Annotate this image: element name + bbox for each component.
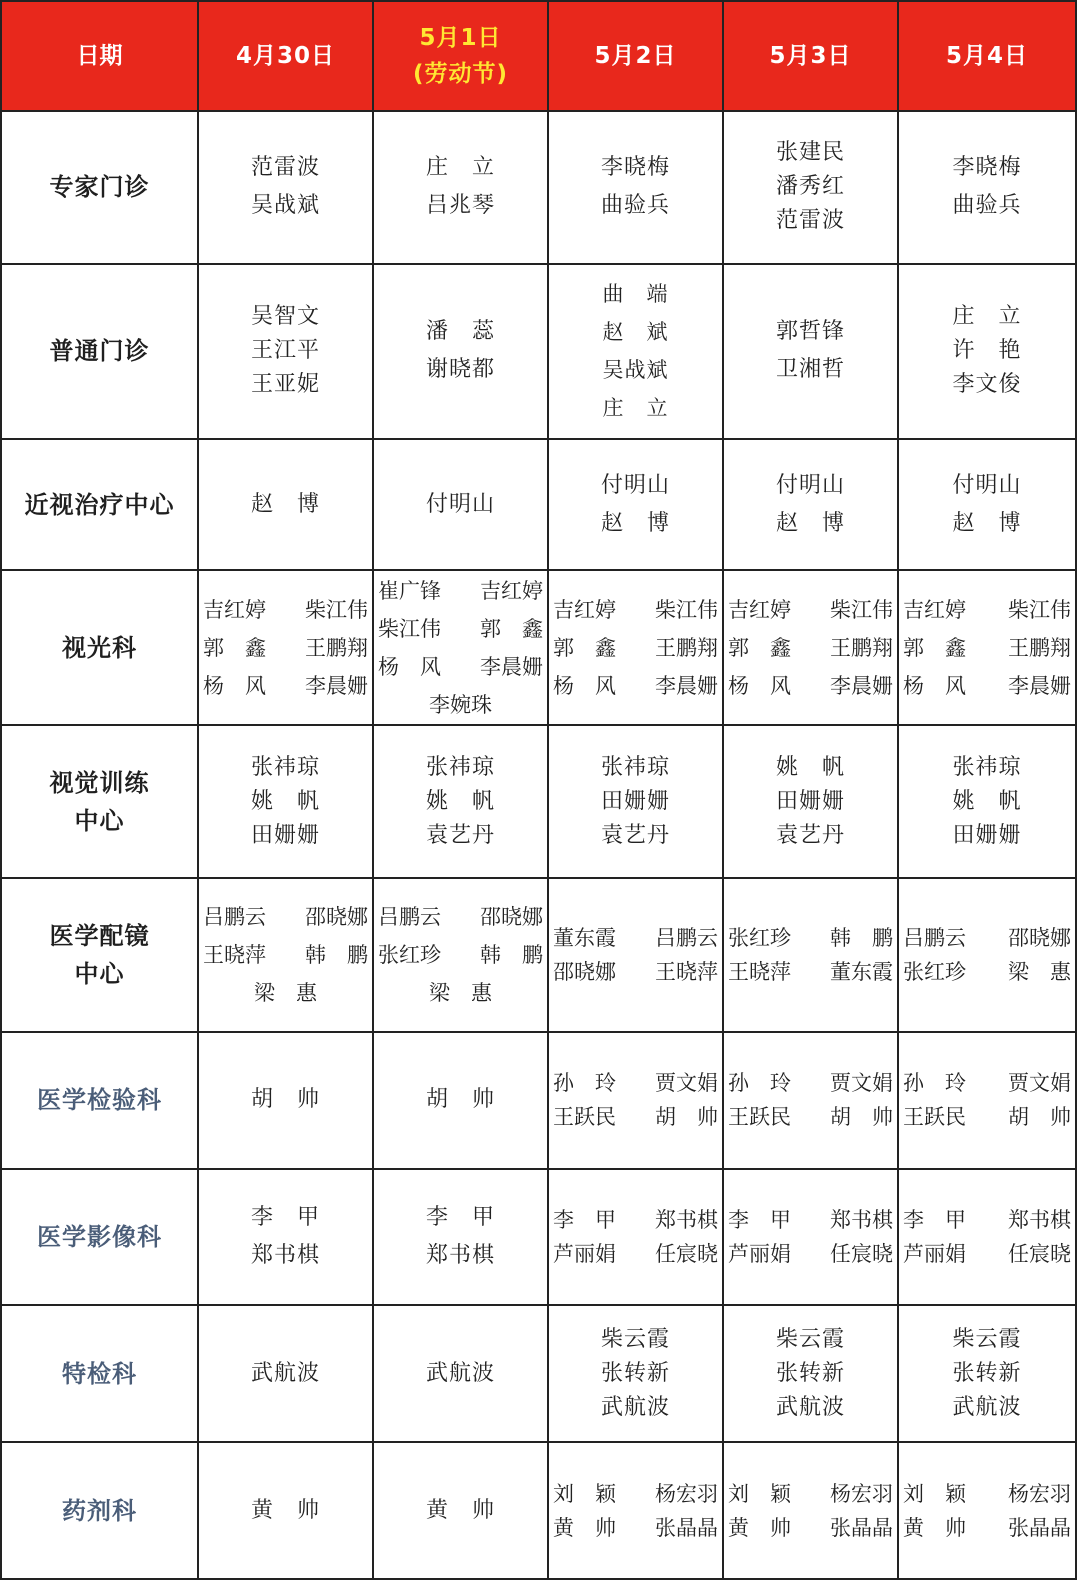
date-column-header: 日期 bbox=[1, 1, 198, 111]
staff-name: 曲验兵 bbox=[952, 193, 1022, 219]
staff-name: 武航波 bbox=[952, 1394, 1022, 1420]
staff-name: 李文俊 bbox=[952, 372, 1022, 398]
staff-name: 李 甲 bbox=[250, 1205, 320, 1231]
staff-name: 杨 风 bbox=[203, 673, 266, 698]
duty-cell bbox=[723, 439, 898, 571]
staff-line bbox=[551, 667, 720, 705]
duty-cell bbox=[898, 725, 1076, 878]
staff-name: 张祎琼 bbox=[600, 754, 670, 780]
staff-line bbox=[376, 686, 545, 724]
day-header-may4 bbox=[898, 1, 1076, 111]
staff-name: 武航波 bbox=[775, 1394, 845, 1420]
staff-line bbox=[201, 667, 370, 705]
staff-name: 韩 鹏 bbox=[830, 926, 893, 951]
staff-name: 韩 鹏 bbox=[305, 943, 368, 968]
staff-name: 庄 立 bbox=[602, 396, 669, 421]
staff-line bbox=[551, 1477, 720, 1511]
staff-name: 柴云霞 bbox=[600, 1326, 670, 1352]
staff-line bbox=[551, 629, 720, 667]
staff-line bbox=[726, 629, 895, 667]
staff-line bbox=[726, 1203, 895, 1237]
duty-cell bbox=[898, 439, 1076, 571]
department-name bbox=[1, 570, 198, 725]
staff-name: 吴战斌 bbox=[250, 193, 320, 219]
staff-name: 孙 玲 bbox=[728, 1071, 791, 1096]
staff-name: 贾文娟 bbox=[830, 1071, 893, 1096]
staff-name: 吉红婷 bbox=[553, 597, 616, 622]
department-name bbox=[1, 264, 198, 439]
staff-line bbox=[901, 955, 1073, 989]
staff-name: 姚 帆 bbox=[775, 754, 845, 780]
duty-cell bbox=[723, 264, 898, 439]
staff-name: 孙 玲 bbox=[553, 1071, 616, 1096]
duty-cell bbox=[198, 1169, 373, 1306]
staff-name: 柴江伟 bbox=[1008, 597, 1071, 622]
staff-name: 杨 风 bbox=[553, 673, 616, 698]
duty-cell bbox=[898, 1305, 1076, 1442]
staff-line bbox=[901, 1237, 1073, 1271]
staff-name: 李晓梅 bbox=[600, 155, 670, 181]
staff-name: 张红珍 bbox=[378, 943, 441, 968]
duty-cell bbox=[898, 1169, 1076, 1306]
staff-line bbox=[726, 1477, 895, 1511]
staff-name: 吉红婷 bbox=[903, 597, 966, 622]
duty-cell bbox=[198, 439, 373, 571]
staff-name: 赵 博 bbox=[952, 510, 1022, 536]
department-label-line: 中心 bbox=[74, 806, 125, 835]
staff-name: 王鹏翔 bbox=[655, 635, 718, 660]
staff-line bbox=[201, 936, 370, 974]
staff-name: 田姗姗 bbox=[775, 788, 845, 814]
department-name bbox=[1, 439, 198, 571]
staff-line bbox=[726, 1511, 895, 1545]
duty-cell bbox=[198, 1442, 373, 1579]
staff-line bbox=[551, 591, 720, 629]
staff-name: 赵 博 bbox=[775, 510, 845, 536]
staff-name: 邵晓娜 bbox=[480, 905, 543, 930]
duty-cell bbox=[723, 111, 898, 264]
staff-name: 庄 立 bbox=[425, 155, 495, 181]
staff-name: 张建民 bbox=[775, 140, 845, 166]
staff-name: 吕鹏云 bbox=[378, 905, 441, 930]
staff-name: 吕鹏云 bbox=[203, 905, 266, 930]
staff-line bbox=[551, 1237, 720, 1271]
duty-cell bbox=[548, 878, 723, 1032]
staff-name: 付明山 bbox=[952, 472, 1022, 498]
staff-name: 任宸晓 bbox=[655, 1242, 718, 1267]
department-name bbox=[1, 1032, 198, 1169]
duty-cell bbox=[548, 1305, 723, 1442]
staff-name: 吕兆琴 bbox=[425, 193, 495, 219]
day-label: 5月1日 bbox=[419, 25, 502, 51]
staff-line bbox=[726, 1100, 895, 1134]
duty-cell bbox=[548, 725, 723, 878]
duty-cell bbox=[373, 264, 548, 439]
staff-name: 许 艳 bbox=[952, 338, 1022, 364]
staff-line bbox=[901, 921, 1073, 955]
staff-line bbox=[901, 1203, 1073, 1237]
staff-line bbox=[551, 955, 720, 989]
duty-cell bbox=[373, 1032, 548, 1169]
staff-name: 李 甲 bbox=[728, 1208, 791, 1233]
staff-name: 吴战斌 bbox=[602, 358, 669, 383]
staff-name: 胡 帅 bbox=[655, 1105, 718, 1130]
department-label-line: 近视治疗中心 bbox=[24, 490, 175, 519]
staff-name: 张红珍 bbox=[728, 926, 791, 951]
duty-cell bbox=[723, 570, 898, 725]
department-label-line: 中心 bbox=[74, 960, 125, 989]
duty-cell bbox=[723, 1305, 898, 1442]
staff-name: 潘秀红 bbox=[775, 174, 845, 200]
staff-name: 吉红婷 bbox=[728, 597, 791, 622]
staff-name: 柴江伟 bbox=[655, 597, 718, 622]
staff-line bbox=[726, 667, 895, 705]
staff-name: 董东霞 bbox=[553, 926, 616, 951]
day-label: 4月30日 bbox=[235, 43, 335, 69]
staff-name: 武航波 bbox=[425, 1360, 495, 1386]
staff-name: 柴江伟 bbox=[378, 616, 441, 641]
duty-cell bbox=[373, 1169, 548, 1306]
staff-name: 梁 惠 bbox=[429, 981, 492, 1006]
day-label: 5月2日 bbox=[594, 43, 677, 69]
duty-cell bbox=[373, 725, 548, 878]
staff-name: 张祎琼 bbox=[952, 754, 1022, 780]
staff-name: 李 甲 bbox=[903, 1208, 966, 1233]
staff-name: 郑书棋 bbox=[830, 1208, 893, 1233]
staff-line bbox=[551, 1100, 720, 1134]
schedule-row-eyewear-center bbox=[1, 878, 1076, 1032]
duty-cell bbox=[723, 878, 898, 1032]
staff-name: 邵晓娜 bbox=[553, 960, 616, 985]
staff-name: 吴智文 bbox=[250, 304, 320, 330]
staff-name: 黄 帅 bbox=[250, 1497, 320, 1523]
duty-cell bbox=[548, 1442, 723, 1579]
staff-name: 黄 帅 bbox=[903, 1515, 966, 1540]
day-header-may1 bbox=[373, 1, 548, 111]
staff-name: 孙 玲 bbox=[903, 1071, 966, 1096]
staff-name: 芦丽娟 bbox=[728, 1242, 791, 1267]
staff-line bbox=[901, 1477, 1073, 1511]
department-label-line: 医学配镜 bbox=[49, 922, 150, 951]
staff-name: 杨 风 bbox=[903, 673, 966, 698]
staff-name: 张晶晶 bbox=[830, 1515, 893, 1540]
duty-cell bbox=[198, 725, 373, 878]
staff-name: 吉红婷 bbox=[480, 578, 543, 603]
staff-name: 韩 鹏 bbox=[480, 943, 543, 968]
staff-name: 曲验兵 bbox=[600, 193, 670, 219]
staff-name: 王跃民 bbox=[903, 1105, 966, 1130]
staff-name: 梁 惠 bbox=[254, 981, 317, 1006]
staff-name: 郭 鑫 bbox=[203, 635, 266, 660]
staff-name: 刘 颖 bbox=[553, 1481, 616, 1506]
duty-cell bbox=[548, 1032, 723, 1169]
staff-name: 邵晓娜 bbox=[305, 905, 368, 930]
department-name bbox=[1, 1305, 198, 1442]
staff-line bbox=[376, 898, 545, 936]
department-label-line: 普通门诊 bbox=[49, 337, 150, 366]
staff-name: 董东霞 bbox=[830, 960, 893, 985]
staff-name: 杨 风 bbox=[728, 673, 791, 698]
schedule-row-general-clinic bbox=[1, 264, 1076, 439]
staff-name: 芦丽娟 bbox=[903, 1242, 966, 1267]
staff-line bbox=[726, 591, 895, 629]
staff-name: 张转新 bbox=[600, 1360, 670, 1386]
staff-name: 赵 博 bbox=[600, 510, 670, 536]
duty-cell bbox=[373, 1305, 548, 1442]
duty-cell bbox=[548, 264, 723, 439]
schedule-header bbox=[1, 1, 1076, 111]
staff-name: 王亚妮 bbox=[250, 372, 320, 398]
schedule-row-pharmacy bbox=[1, 1442, 1076, 1579]
staff-name: 刘 颖 bbox=[728, 1481, 791, 1506]
day-header-apr30 bbox=[198, 1, 373, 111]
staff-name: 郭哲锋 bbox=[775, 319, 845, 345]
staff-line bbox=[376, 648, 545, 686]
staff-name: 柴云霞 bbox=[952, 1326, 1022, 1352]
duty-cell bbox=[373, 570, 548, 725]
schedule-row-special-exam bbox=[1, 1305, 1076, 1442]
staff-name: 付明山 bbox=[775, 472, 845, 498]
staff-name: 张祎琼 bbox=[425, 754, 495, 780]
staff-name: 李晨姗 bbox=[480, 654, 543, 679]
schedule-row-imaging bbox=[1, 1169, 1076, 1306]
staff-name: 田姗姗 bbox=[600, 788, 670, 814]
duty-cell bbox=[898, 1032, 1076, 1169]
staff-name: 张晶晶 bbox=[1008, 1515, 1071, 1540]
staff-name: 范雷波 bbox=[250, 155, 320, 181]
duty-cell bbox=[198, 264, 373, 439]
staff-line bbox=[726, 1237, 895, 1271]
staff-name: 张转新 bbox=[952, 1360, 1022, 1386]
staff-line bbox=[201, 974, 370, 1012]
duty-cell bbox=[198, 878, 373, 1032]
staff-name: 李 甲 bbox=[553, 1208, 616, 1233]
department-label-line: 医学影像科 bbox=[37, 1223, 162, 1252]
staff-name: 卫湘哲 bbox=[775, 357, 845, 383]
staff-name: 柴云霞 bbox=[775, 1326, 845, 1352]
staff-line bbox=[901, 1100, 1073, 1134]
staff-name: 张红珍 bbox=[903, 960, 966, 985]
staff-name: 任宸晓 bbox=[1008, 1242, 1071, 1267]
staff-line bbox=[551, 1203, 720, 1237]
day-label: 5月4日 bbox=[945, 43, 1028, 69]
staff-name: 胡 帅 bbox=[425, 1087, 495, 1113]
duty-cell bbox=[198, 570, 373, 725]
duty-cell bbox=[548, 1169, 723, 1306]
header-row bbox=[1, 1, 1076, 111]
staff-line bbox=[726, 921, 895, 955]
department-name bbox=[1, 725, 198, 878]
staff-name: 杨宏羽 bbox=[655, 1481, 718, 1506]
staff-line bbox=[201, 591, 370, 629]
day-header-may2 bbox=[548, 1, 723, 111]
staff-name: 李晨姗 bbox=[1008, 673, 1071, 698]
staff-name: 姚 帆 bbox=[250, 788, 320, 814]
schedule-row-vision-training bbox=[1, 725, 1076, 878]
staff-name: 田姗姗 bbox=[952, 822, 1022, 848]
duty-cell bbox=[723, 1442, 898, 1579]
staff-name: 袁艺丹 bbox=[775, 822, 845, 848]
staff-name: 郑书棋 bbox=[425, 1243, 495, 1269]
duty-cell bbox=[898, 878, 1076, 1032]
staff-name: 吕鹏云 bbox=[903, 926, 966, 951]
staff-name: 王跃民 bbox=[728, 1105, 791, 1130]
staff-name: 庄 立 bbox=[952, 304, 1022, 330]
duty-cell bbox=[898, 570, 1076, 725]
staff-name: 李 甲 bbox=[425, 1205, 495, 1231]
staff-name: 郭 鑫 bbox=[553, 635, 616, 660]
duty-cell bbox=[898, 264, 1076, 439]
staff-line bbox=[901, 667, 1073, 705]
staff-name: 柴江伟 bbox=[830, 597, 893, 622]
staff-name: 柴江伟 bbox=[305, 597, 368, 622]
staff-name: 付明山 bbox=[425, 491, 495, 517]
staff-name: 郑书棋 bbox=[1008, 1208, 1071, 1233]
duty-cell bbox=[723, 1169, 898, 1306]
staff-line bbox=[726, 955, 895, 989]
staff-name: 任宸晓 bbox=[830, 1242, 893, 1267]
staff-name: 李晓梅 bbox=[952, 155, 1022, 181]
staff-name: 郭 鑫 bbox=[480, 616, 543, 641]
staff-name: 王鹏翔 bbox=[1008, 635, 1071, 660]
duty-cell bbox=[373, 111, 548, 264]
staff-name: 郭 鑫 bbox=[728, 635, 791, 660]
staff-line bbox=[901, 1066, 1073, 1100]
staff-line bbox=[376, 936, 545, 974]
staff-name: 杨宏羽 bbox=[1008, 1481, 1071, 1506]
department-name bbox=[1, 1169, 198, 1306]
department-label-line: 视光科 bbox=[62, 633, 137, 662]
staff-name: 李晨姗 bbox=[830, 673, 893, 698]
staff-name: 姚 帆 bbox=[425, 788, 495, 814]
staff-line bbox=[726, 1066, 895, 1100]
staff-name: 黄 帅 bbox=[553, 1515, 616, 1540]
day-header-may3 bbox=[723, 1, 898, 111]
staff-name: 袁艺丹 bbox=[425, 822, 495, 848]
duty-cell bbox=[198, 1032, 373, 1169]
department-name bbox=[1, 111, 198, 264]
department-label-line: 药剂科 bbox=[62, 1496, 137, 1525]
staff-line bbox=[901, 591, 1073, 629]
duty-cell bbox=[898, 1442, 1076, 1579]
staff-name: 王晓萍 bbox=[203, 943, 266, 968]
duty-cell bbox=[198, 1305, 373, 1442]
staff-name: 胡 帅 bbox=[1008, 1105, 1071, 1130]
staff-line bbox=[551, 1511, 720, 1545]
staff-name: 李晨姗 bbox=[305, 673, 368, 698]
staff-name: 黄 帅 bbox=[425, 1497, 495, 1523]
duty-cell bbox=[373, 1442, 548, 1579]
staff-name: 田姗姗 bbox=[250, 822, 320, 848]
staff-line bbox=[901, 1511, 1073, 1545]
staff-name: 芦丽娟 bbox=[553, 1242, 616, 1267]
staff-name: 付明山 bbox=[600, 472, 670, 498]
department-name bbox=[1, 1442, 198, 1579]
staff-line bbox=[551, 921, 720, 955]
staff-name: 杨 风 bbox=[378, 654, 441, 679]
staff-name: 曲 端 bbox=[602, 282, 669, 307]
department-name bbox=[1, 878, 198, 1032]
staff-name: 李晨姗 bbox=[655, 673, 718, 698]
staff-name: 王跃民 bbox=[553, 1105, 616, 1130]
duty-cell bbox=[898, 111, 1076, 264]
staff-name: 张祎琼 bbox=[250, 754, 320, 780]
schedule-row-laboratory bbox=[1, 1032, 1076, 1169]
staff-name: 郭 鑫 bbox=[903, 635, 966, 660]
staff-name: 梁 惠 bbox=[1008, 960, 1071, 985]
staff-line bbox=[376, 610, 545, 648]
department-label-line: 特检科 bbox=[62, 1359, 137, 1388]
day-label: 5月3日 bbox=[769, 43, 852, 69]
schedule-body bbox=[1, 111, 1076, 1579]
staff-name: 李婉珠 bbox=[429, 692, 492, 717]
staff-name: 王晓萍 bbox=[655, 960, 718, 985]
staff-line bbox=[201, 629, 370, 667]
staff-name: 赵 斌 bbox=[602, 320, 669, 345]
staff-name: 张晶晶 bbox=[655, 1515, 718, 1540]
staff-name: 贾文娟 bbox=[1008, 1071, 1071, 1096]
staff-line bbox=[551, 1066, 720, 1100]
staff-name: 吉红婷 bbox=[203, 597, 266, 622]
staff-name: 范雷波 bbox=[775, 208, 845, 234]
holiday-label: (劳动节) bbox=[412, 61, 509, 87]
duty-cell bbox=[198, 111, 373, 264]
duty-cell bbox=[723, 725, 898, 878]
staff-name: 郑书棋 bbox=[655, 1208, 718, 1233]
staff-name: 胡 帅 bbox=[830, 1105, 893, 1130]
staff-name: 黄 帅 bbox=[728, 1515, 791, 1540]
department-label-line: 专家门诊 bbox=[49, 173, 150, 202]
duty-cell bbox=[723, 1032, 898, 1169]
duty-cell bbox=[548, 570, 723, 725]
staff-name: 胡 帅 bbox=[250, 1087, 320, 1113]
duty-cell bbox=[373, 878, 548, 1032]
staff-line bbox=[376, 572, 545, 610]
staff-name: 武航波 bbox=[600, 1394, 670, 1420]
staff-name: 王鹏翔 bbox=[305, 635, 368, 660]
staff-name: 王晓萍 bbox=[728, 960, 791, 985]
duty-cell bbox=[548, 439, 723, 571]
department-label-line: 医学检验科 bbox=[37, 1086, 162, 1115]
schedule-row-optometry bbox=[1, 570, 1076, 725]
staff-name: 贾文娟 bbox=[655, 1071, 718, 1096]
staff-name: 袁艺丹 bbox=[600, 822, 670, 848]
staff-name: 王鹏翔 bbox=[830, 635, 893, 660]
schedule-row-myopia-center bbox=[1, 439, 1076, 571]
staff-name: 武航波 bbox=[250, 1360, 320, 1386]
staff-name: 杨宏羽 bbox=[830, 1481, 893, 1506]
staff-name: 赵 博 bbox=[250, 491, 320, 517]
department-label-line: 视觉训练 bbox=[49, 768, 150, 797]
staff-name: 吕鹏云 bbox=[655, 926, 718, 951]
staff-name: 崔广锋 bbox=[378, 578, 441, 603]
staff-name: 张转新 bbox=[775, 1360, 845, 1386]
schedule-row-expert-clinic bbox=[1, 111, 1076, 264]
staff-name: 郑书棋 bbox=[250, 1243, 320, 1269]
staff-line bbox=[201, 898, 370, 936]
staff-name: 谢晓都 bbox=[425, 357, 495, 383]
staff-name: 刘 颖 bbox=[903, 1481, 966, 1506]
duty-cell bbox=[373, 439, 548, 571]
staff-name: 邵晓娜 bbox=[1008, 926, 1071, 951]
staff-line bbox=[376, 974, 545, 1012]
staff-name: 王江平 bbox=[250, 338, 320, 364]
staff-line bbox=[901, 629, 1073, 667]
duty-cell bbox=[548, 111, 723, 264]
staff-name: 姚 帆 bbox=[952, 788, 1022, 814]
staff-name: 潘 蕊 bbox=[425, 319, 495, 345]
